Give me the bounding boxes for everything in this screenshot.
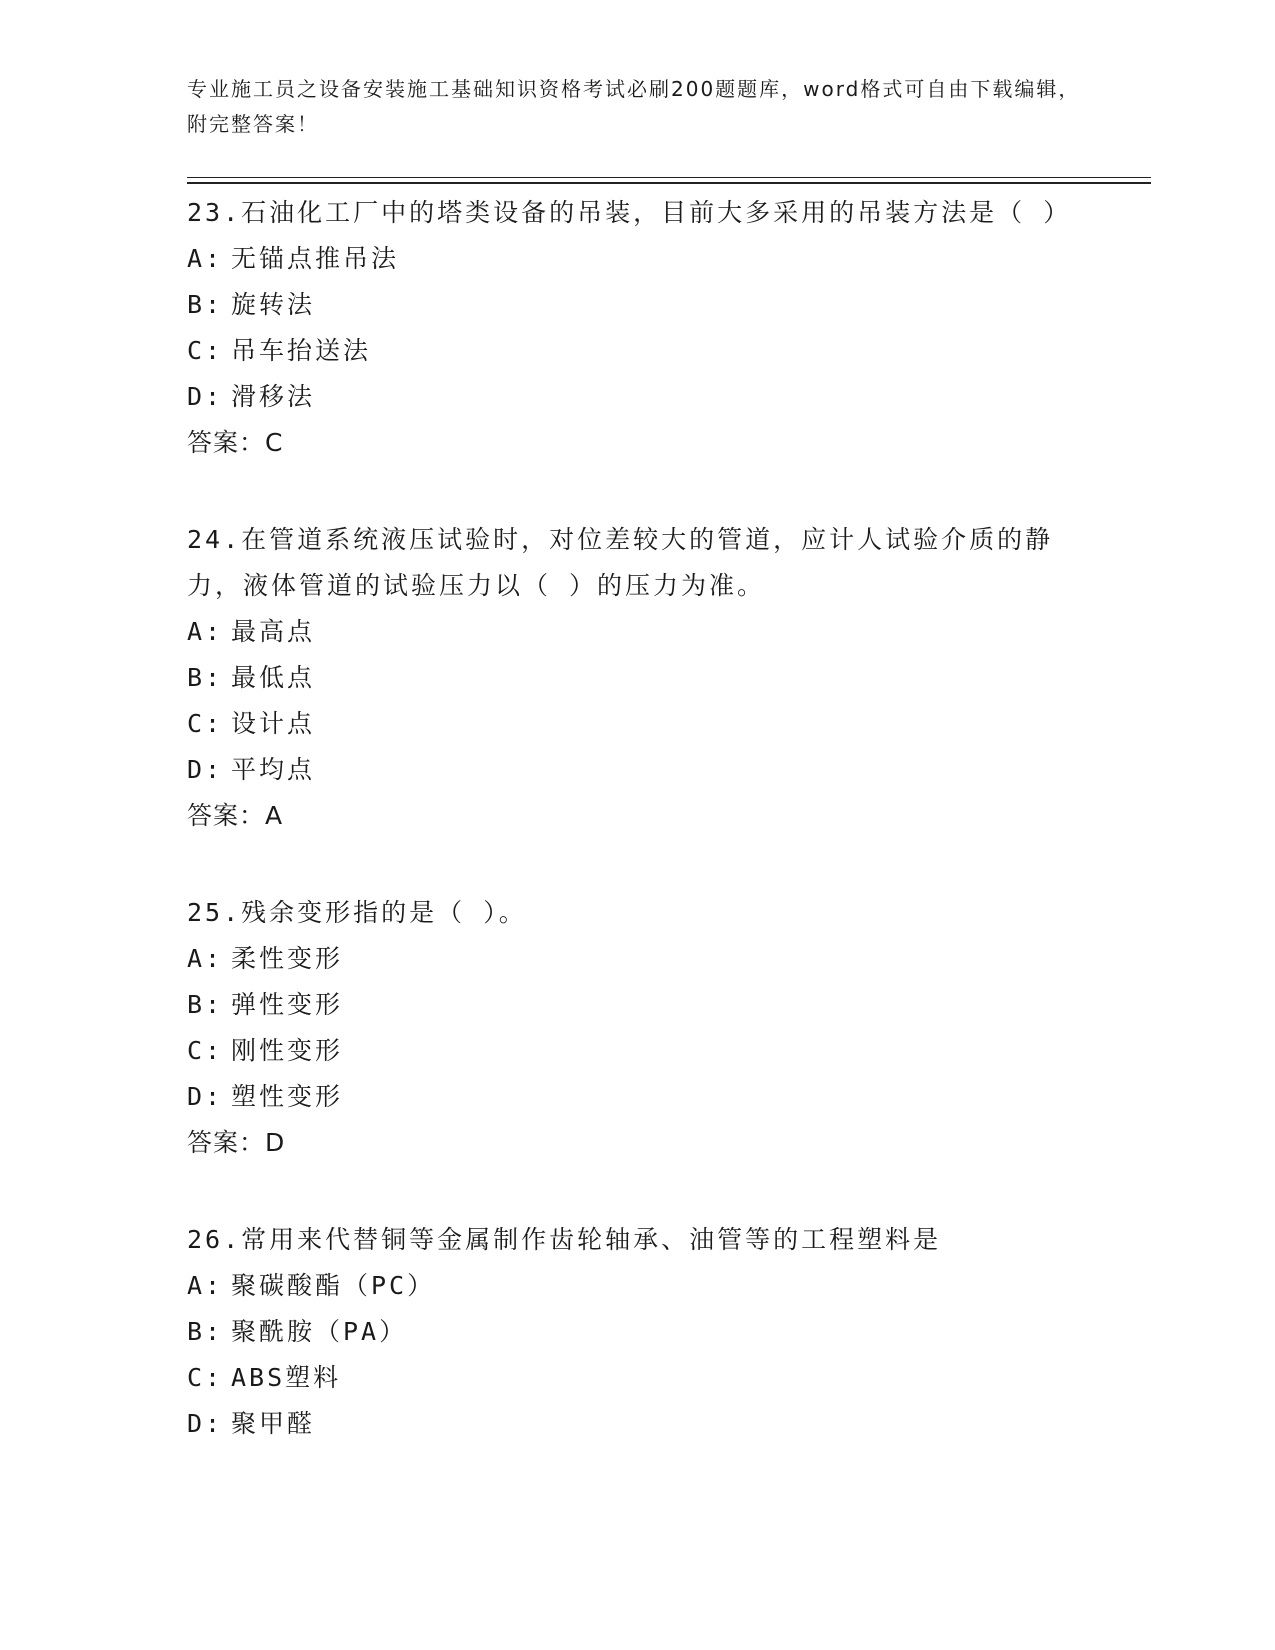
option-c	[187, 701, 1087, 747]
option-key: C:	[187, 1363, 224, 1392]
option-b	[187, 982, 1087, 1028]
option-text: ABS塑料	[231, 1363, 342, 1392]
question-25	[187, 890, 1087, 1166]
option-c	[187, 1355, 1087, 1401]
option-key: A:	[187, 1271, 224, 1300]
question-list	[187, 190, 1087, 1498]
question-26	[187, 1217, 1087, 1447]
option-key: A:	[187, 244, 224, 273]
option-d	[187, 747, 1087, 793]
option-d	[187, 374, 1087, 420]
option-text: 弹性变形	[231, 990, 344, 1019]
option-text: 最低点	[231, 663, 316, 692]
option-text: 塑性变形	[231, 1082, 344, 1111]
header-divider-thick	[187, 182, 1151, 184]
option-text: 无锚点推吊法	[231, 244, 400, 273]
option-b	[187, 655, 1087, 701]
option-b	[187, 282, 1087, 328]
document-header: 专业施工员之设备安装施工基础知识资格考试必刷200题题库，word格式可自由下载编辑，附完整答案！	[187, 77, 1081, 136]
option-text: 聚酰胺（PA）	[231, 1317, 408, 1346]
option-a	[187, 236, 1087, 282]
option-key: D:	[187, 1082, 224, 1111]
option-text: 滑移法	[231, 382, 316, 411]
option-d	[187, 1074, 1087, 1120]
answer-line: 答案：A	[187, 801, 284, 830]
option-text: 刚性变形	[231, 1036, 344, 1065]
option-key: A:	[187, 617, 224, 646]
option-a	[187, 609, 1087, 655]
option-c	[187, 1028, 1087, 1074]
option-key: C:	[187, 336, 224, 365]
question-stem: 26.常用来代替铜等金属制作齿轮轴承、油管等的工程塑料是	[187, 1225, 942, 1254]
option-key: B:	[187, 290, 224, 319]
option-key: B:	[187, 1317, 224, 1346]
option-c	[187, 328, 1087, 374]
option-a	[187, 1263, 1087, 1309]
option-key: C:	[187, 1036, 224, 1065]
option-text: 最高点	[231, 617, 316, 646]
option-key: D:	[187, 382, 224, 411]
header-divider-thin	[187, 177, 1151, 178]
option-key: B:	[187, 990, 224, 1019]
option-key: D:	[187, 1409, 224, 1438]
question-stem: 23.石油化工厂中的塔类设备的吊装，目前大多采用的吊装方法是（ ）	[187, 198, 1072, 227]
option-key: D:	[187, 755, 224, 784]
option-d	[187, 1401, 1087, 1447]
option-text: 平均点	[231, 755, 316, 784]
answer-line: 答案：C	[187, 428, 284, 457]
question-stem: 24.在管道系统液压试验时，对位差较大的管道，应计人试验介质的静力，液体管道的试验压力以（ ）的压力为准。	[187, 525, 1054, 600]
option-text: 设计点	[231, 709, 316, 738]
option-text: 吊车抬送法	[231, 336, 372, 365]
option-text: 柔性变形	[231, 944, 344, 973]
option-text: 旋转法	[231, 290, 316, 319]
option-key: B:	[187, 663, 224, 692]
question-24	[187, 517, 1087, 839]
question-stem: 25.残余变形指的是（ ）。	[187, 898, 527, 927]
answer-line: 答案：D	[187, 1128, 286, 1157]
option-key: A:	[187, 944, 224, 973]
option-key: C:	[187, 709, 224, 738]
option-text: 聚碳酸酯（PC）	[231, 1271, 436, 1300]
option-a	[187, 936, 1087, 982]
option-text: 聚甲醛	[231, 1409, 316, 1438]
option-b	[187, 1309, 1087, 1355]
question-23	[187, 190, 1087, 466]
